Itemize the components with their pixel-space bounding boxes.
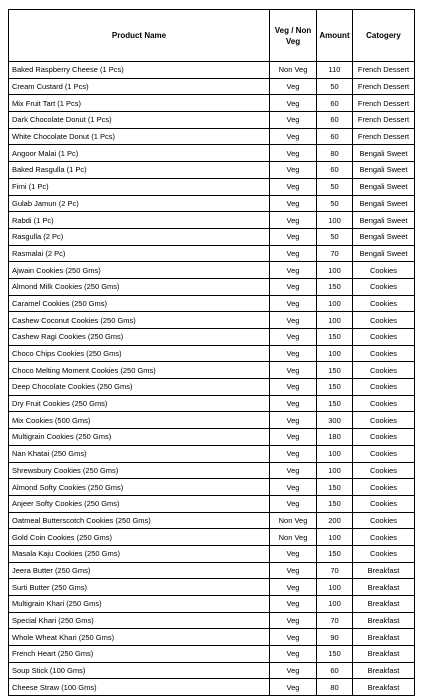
category-cell: Cookies — [353, 545, 415, 562]
amount-cell: 50 — [317, 178, 353, 195]
veg-type-cell: Veg — [270, 412, 317, 429]
table-row — [9, 145, 415, 162]
amount-cell: 100 — [317, 529, 353, 546]
product-table — [8, 9, 415, 696]
veg-type-cell: Veg — [270, 479, 317, 496]
amount-cell: 100 — [317, 312, 353, 329]
veg-type-cell: Veg — [270, 228, 317, 245]
amount-cell: 150 — [317, 495, 353, 512]
category-cell: Bengali Sweet — [353, 162, 415, 179]
product-name-cell: Multigrain Khari (250 Gms) — [9, 596, 270, 613]
table-row — [9, 412, 415, 429]
table-row — [9, 262, 415, 279]
product-name-cell: Gold Coin Cookies (250 Gms) — [9, 529, 270, 546]
veg-type-cell: Veg — [270, 395, 317, 412]
table-row — [9, 295, 415, 312]
category-cell: Cookies — [353, 429, 415, 446]
amount-cell: 80 — [317, 145, 353, 162]
category-cell: French Dessert — [353, 78, 415, 95]
table-row — [9, 112, 415, 129]
product-name-cell: Oatmeal Butterscotch Cookies (250 Gms) — [9, 512, 270, 529]
header-product-name: Product Name — [9, 10, 270, 62]
product-name-cell: Soup Stick (100 Gms) — [9, 662, 270, 679]
amount-cell: 150 — [317, 278, 353, 295]
amount-cell: 50 — [317, 195, 353, 212]
table-row — [9, 62, 415, 79]
veg-type-cell: Veg — [270, 545, 317, 562]
category-cell: French Dessert — [353, 95, 415, 112]
amount-cell: 150 — [317, 329, 353, 346]
category-cell: Bengali Sweet — [353, 245, 415, 262]
table-row — [9, 512, 415, 529]
table-row — [9, 545, 415, 562]
veg-type-cell: Veg — [270, 178, 317, 195]
veg-type-cell: Veg — [270, 462, 317, 479]
table-row — [9, 612, 415, 629]
amount-cell: 50 — [317, 228, 353, 245]
product-name-cell: Anjeer Softy Cookies (250 Gms) — [9, 495, 270, 512]
amount-cell: 60 — [317, 128, 353, 145]
amount-cell: 150 — [317, 362, 353, 379]
table-row — [9, 228, 415, 245]
table-row — [9, 128, 415, 145]
veg-type-cell: Veg — [270, 429, 317, 446]
amount-cell: 100 — [317, 596, 353, 613]
amount-cell: 100 — [317, 262, 353, 279]
veg-type-cell: Veg — [270, 345, 317, 362]
table-row — [9, 646, 415, 663]
product-name-cell: Cream Custard (1 Pcs) — [9, 78, 270, 95]
table-row — [9, 345, 415, 362]
product-name-cell: Baked Rasgulla (1 Pc) — [9, 162, 270, 179]
product-name-cell: Choco Chips Cookies (250 Gms) — [9, 345, 270, 362]
product-price-sheet — [8, 9, 420, 696]
table-body — [9, 62, 415, 696]
veg-type-cell: Veg — [270, 262, 317, 279]
table-row — [9, 95, 415, 112]
veg-type-cell: Veg — [270, 379, 317, 396]
veg-type-cell: Veg — [270, 278, 317, 295]
table-row — [9, 629, 415, 646]
amount-cell: 100 — [317, 212, 353, 229]
veg-type-cell: Veg — [270, 445, 317, 462]
amount-cell: 100 — [317, 445, 353, 462]
product-name-cell: Cheese Straw (100 Gms) — [9, 679, 270, 696]
header-row — [9, 10, 415, 62]
veg-type-cell: Veg — [270, 78, 317, 95]
product-name-cell: Rasgulla (2 Pc) — [9, 228, 270, 245]
product-name-cell: Whole Wheat Khari (250 Gms) — [9, 629, 270, 646]
category-cell: Breakfast — [353, 629, 415, 646]
table-row — [9, 245, 415, 262]
category-cell: French Dessert — [353, 62, 415, 79]
product-name-cell: Rabdi (1 Pc) — [9, 212, 270, 229]
table-row — [9, 479, 415, 496]
product-name-cell: Shrewsbury Cookies (250 Gms) — [9, 462, 270, 479]
veg-type-cell: Non Veg — [270, 529, 317, 546]
veg-type-cell: Veg — [270, 612, 317, 629]
category-cell: Cookies — [353, 312, 415, 329]
category-cell: Breakfast — [353, 562, 415, 579]
category-cell: French Dessert — [353, 112, 415, 129]
veg-type-cell: Veg — [270, 145, 317, 162]
product-name-cell: Mix Fruit Tart (1 Pcs) — [9, 95, 270, 112]
category-cell: Cookies — [353, 495, 415, 512]
table-row — [9, 662, 415, 679]
product-name-cell: Special Khari (250 Gms) — [9, 612, 270, 629]
amount-cell: 110 — [317, 62, 353, 79]
amount-cell: 150 — [317, 545, 353, 562]
amount-cell: 90 — [317, 629, 353, 646]
amount-cell: 60 — [317, 662, 353, 679]
amount-cell: 60 — [317, 112, 353, 129]
category-cell: Cookies — [353, 512, 415, 529]
product-name-cell: Firni (1 Pc) — [9, 178, 270, 195]
product-name-cell: Cashew Coconut Cookies (250 Gms) — [9, 312, 270, 329]
amount-cell: 150 — [317, 646, 353, 663]
amount-cell: 70 — [317, 562, 353, 579]
table-row — [9, 529, 415, 546]
product-name-cell: Mix Cookies (500 Gms) — [9, 412, 270, 429]
amount-cell: 60 — [317, 162, 353, 179]
veg-type-cell: Veg — [270, 245, 317, 262]
table-row — [9, 312, 415, 329]
veg-type-cell: Veg — [270, 579, 317, 596]
table-row — [9, 445, 415, 462]
category-cell: Bengali Sweet — [353, 145, 415, 162]
category-cell: Cookies — [353, 479, 415, 496]
veg-type-cell: Non Veg — [270, 62, 317, 79]
product-name-cell: Dark Chocolate Donut (1 Pcs) — [9, 112, 270, 129]
product-name-cell: Angoor Malai (1 Pc) — [9, 145, 270, 162]
veg-type-cell: Veg — [270, 495, 317, 512]
category-cell: Cookies — [353, 379, 415, 396]
category-cell: Breakfast — [353, 679, 415, 696]
table-row — [9, 395, 415, 412]
amount-cell: 150 — [317, 395, 353, 412]
header-veg-nonveg: Veg / Non Veg — [270, 10, 317, 62]
product-name-cell: Baked Raspberry Cheese (1 Pcs) — [9, 62, 270, 79]
product-name-cell: Ajwain Cookies (250 Gms) — [9, 262, 270, 279]
product-name-cell: Caramel Cookies (250 Gms) — [9, 295, 270, 312]
veg-type-cell: Veg — [270, 629, 317, 646]
product-name-cell: Gulab Jamun (2 Pc) — [9, 195, 270, 212]
category-cell: Cookies — [353, 295, 415, 312]
veg-type-cell: Veg — [270, 112, 317, 129]
amount-cell: 100 — [317, 295, 353, 312]
table-row — [9, 462, 415, 479]
table-row — [9, 195, 415, 212]
product-name-cell: White Chocolate Donut (1 Pcs) — [9, 128, 270, 145]
amount-cell: 100 — [317, 462, 353, 479]
veg-type-cell: Veg — [270, 596, 317, 613]
category-cell: Cookies — [353, 395, 415, 412]
amount-cell: 70 — [317, 612, 353, 629]
category-cell: French Dessert — [353, 128, 415, 145]
amount-cell: 150 — [317, 479, 353, 496]
category-cell: Breakfast — [353, 579, 415, 596]
table-row — [9, 212, 415, 229]
amount-cell: 80 — [317, 679, 353, 696]
table-row — [9, 329, 415, 346]
category-cell: Breakfast — [353, 612, 415, 629]
amount-cell: 300 — [317, 412, 353, 429]
category-cell: Bengali Sweet — [353, 212, 415, 229]
table-row — [9, 178, 415, 195]
category-cell: Cookies — [353, 462, 415, 479]
product-name-cell: Jeera Butter (250 Gms) — [9, 562, 270, 579]
product-name-cell: Dry Fruit Cookies (250 Gms) — [9, 395, 270, 412]
product-name-cell: Masala Kaju Cookies (250 Gms) — [9, 545, 270, 562]
veg-type-cell: Veg — [270, 362, 317, 379]
amount-cell: 50 — [317, 78, 353, 95]
category-cell: Cookies — [353, 278, 415, 295]
amount-cell: 200 — [317, 512, 353, 529]
veg-type-cell: Veg — [270, 312, 317, 329]
product-name-cell: Almond Softy Cookies (250 Gms) — [9, 479, 270, 496]
category-cell: Cookies — [353, 362, 415, 379]
category-cell: Bengali Sweet — [353, 178, 415, 195]
veg-type-cell: Veg — [270, 662, 317, 679]
veg-type-cell: Veg — [270, 195, 317, 212]
header-amount: Amount — [317, 10, 353, 62]
amount-cell: 100 — [317, 345, 353, 362]
table-row — [9, 78, 415, 95]
product-name-cell: Surti Butter (250 Gms) — [9, 579, 270, 596]
product-name-cell: Almond Milk Cookies (250 Gms) — [9, 278, 270, 295]
amount-cell: 100 — [317, 579, 353, 596]
category-cell: Breakfast — [353, 596, 415, 613]
product-name-cell: Rasmalai (2 Pc) — [9, 245, 270, 262]
table-row — [9, 429, 415, 446]
header-category: Catogery — [353, 10, 415, 62]
category-cell: Cookies — [353, 262, 415, 279]
veg-type-cell: Veg — [270, 162, 317, 179]
amount-cell: 70 — [317, 245, 353, 262]
product-name-cell: Multigrain Cookies (250 Gms) — [9, 429, 270, 446]
category-cell: Bengali Sweet — [353, 195, 415, 212]
table-row — [9, 596, 415, 613]
amount-cell: 60 — [317, 95, 353, 112]
category-cell: Cookies — [353, 445, 415, 462]
table-row — [9, 162, 415, 179]
product-name-cell: French Heart (250 Gms) — [9, 646, 270, 663]
table-row — [9, 362, 415, 379]
product-name-cell: Choco Melting Moment Cookies (250 Gms) — [9, 362, 270, 379]
category-cell: Breakfast — [353, 662, 415, 679]
veg-type-cell: Veg — [270, 562, 317, 579]
veg-type-cell: Veg — [270, 646, 317, 663]
veg-type-cell: Veg — [270, 329, 317, 346]
veg-type-cell: Veg — [270, 128, 317, 145]
category-cell: Bengali Sweet — [353, 228, 415, 245]
category-cell: Cookies — [353, 329, 415, 346]
table-row — [9, 379, 415, 396]
table-row — [9, 679, 415, 696]
category-cell: Breakfast — [353, 646, 415, 663]
product-name-cell: Cashew Ragi Cookies (250 Gms) — [9, 329, 270, 346]
table-row — [9, 579, 415, 596]
table-row — [9, 562, 415, 579]
amount-cell: 180 — [317, 429, 353, 446]
veg-type-cell: Veg — [270, 679, 317, 696]
veg-type-cell: Non Veg — [270, 512, 317, 529]
category-cell: Cookies — [353, 529, 415, 546]
table-row — [9, 495, 415, 512]
category-cell: Cookies — [353, 412, 415, 429]
amount-cell: 150 — [317, 379, 353, 396]
table-row — [9, 278, 415, 295]
product-name-cell: Nan Khatai (250 Gms) — [9, 445, 270, 462]
category-cell: Cookies — [353, 345, 415, 362]
veg-type-cell: Veg — [270, 212, 317, 229]
veg-type-cell: Veg — [270, 95, 317, 112]
veg-type-cell: Veg — [270, 295, 317, 312]
product-name-cell: Deep Chocolate Cookies (250 Gms) — [9, 379, 270, 396]
